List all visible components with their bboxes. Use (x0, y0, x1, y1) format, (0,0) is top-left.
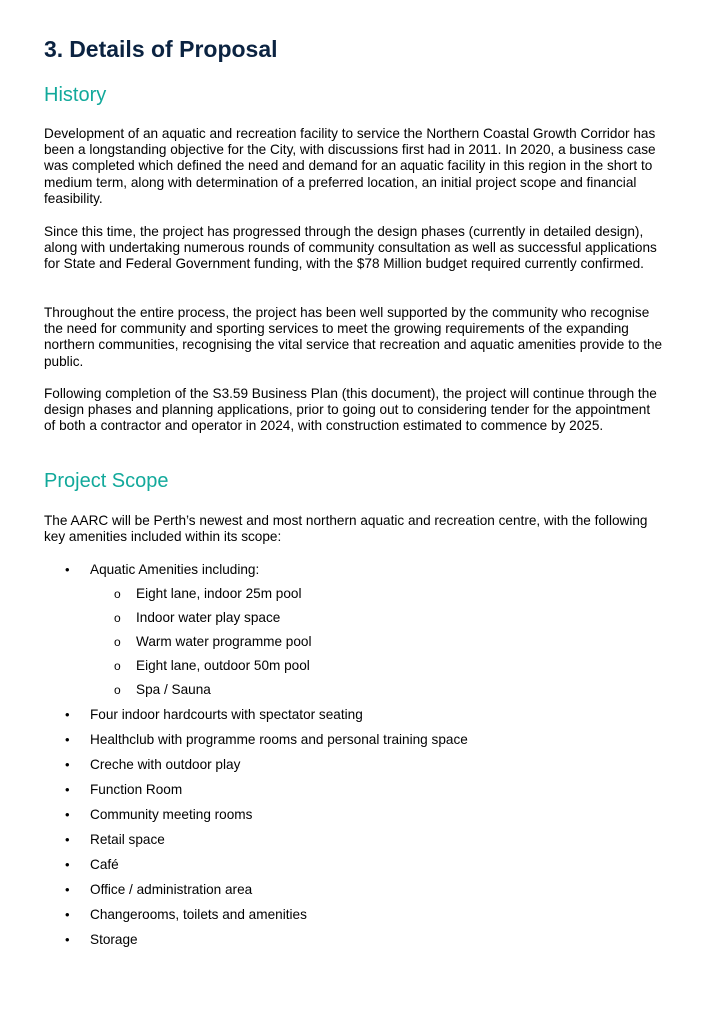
sub-bullet: o (114, 683, 121, 697)
list-item-label: Office / administration area (90, 882, 253, 897)
list-item-label: Storage (90, 932, 138, 947)
sub-bullet: o (114, 635, 121, 649)
list-item-label: Aquatic Amenities including: (90, 562, 260, 577)
bullet: • (65, 932, 70, 947)
history-paragraph-1: Development of an aquatic and recreation facility to service the Northern Coastal Growth Corridor has been a longstanding objective for the City, with discussions first had in 2011. In 2020, a business case was completed which defined the need and demand for an aquatic facility in this region in the short to medium term, along with determination of a preferred location, an initial project scope and financial feasibility. (44, 126, 656, 206)
list-item-label: Changerooms, toilets and amenities (90, 907, 307, 922)
history-paragraph-2: Since this time, the project has progressed through the design phases (currently in detailed design), along with undertaking numerous rounds of community consultation as well as successful applications for State and Federal Government funding, with the $78 Million budget required currently confirmed. (44, 224, 657, 272)
bullet: • (65, 732, 70, 747)
bullet: • (65, 807, 70, 822)
section-heading (44, 36, 278, 63)
list-item-label: Community meeting rooms (90, 807, 253, 822)
bullet: • (65, 757, 70, 772)
bullet: • (65, 832, 70, 847)
bullet: • (65, 707, 70, 722)
scope-intro: The AARC will be Perth’s newest and most northern aquatic and recreation centre, with the following key amenities included within its scope: (44, 513, 648, 545)
sub-list-item-label: Eight lane, indoor 25m pool (136, 586, 302, 601)
list-item-label: Café (90, 857, 119, 872)
section-title: Details of Proposal (69, 36, 278, 62)
list-item-label: Four indoor hardcourts with spectator seating (90, 707, 363, 722)
sub-bullet: o (114, 659, 121, 673)
bullet: • (65, 782, 70, 797)
history-paragraph-4: Following completion of the S3.59 Business Plan (this document), the project will continue through the design phases and planning applications, prior to going out to considering tender for the appointment of both a contractor and operator in 2024, with construction estimated to commence by 2025. (44, 386, 657, 434)
list-item-label: Creche with outdoor play (90, 757, 241, 772)
bullet: • (65, 562, 70, 577)
sub-list-item-label: Eight lane, outdoor 50m pool (136, 658, 310, 673)
bullet: • (65, 907, 70, 922)
list-item-label: Healthclub with programme rooms and personal training space (90, 732, 468, 747)
list-item-label: Retail space (90, 832, 165, 847)
history-heading: History (44, 84, 107, 106)
project-scope-heading: Project Scope (44, 470, 169, 492)
section-number: 3. (44, 36, 64, 62)
list-item-label: Function Room (90, 782, 183, 797)
bullet: • (65, 857, 70, 872)
sub-bullet: o (114, 611, 121, 625)
sub-bullet: o (114, 587, 121, 601)
bullet: • (65, 882, 70, 897)
history-paragraph-3: Throughout the entire process, the project has been well supported by the community who recognise the need for community and sporting services to meet the growing requirements of the expanding northern communities, recognising the vital service that recreation and aquatic amenities provide to the public. (44, 305, 663, 369)
sub-list-item-label: Warm water programme pool (136, 634, 312, 649)
sub-list-item-label: Spa / Sauna (136, 682, 211, 697)
sub-list-item-label: Indoor water play space (136, 610, 281, 625)
